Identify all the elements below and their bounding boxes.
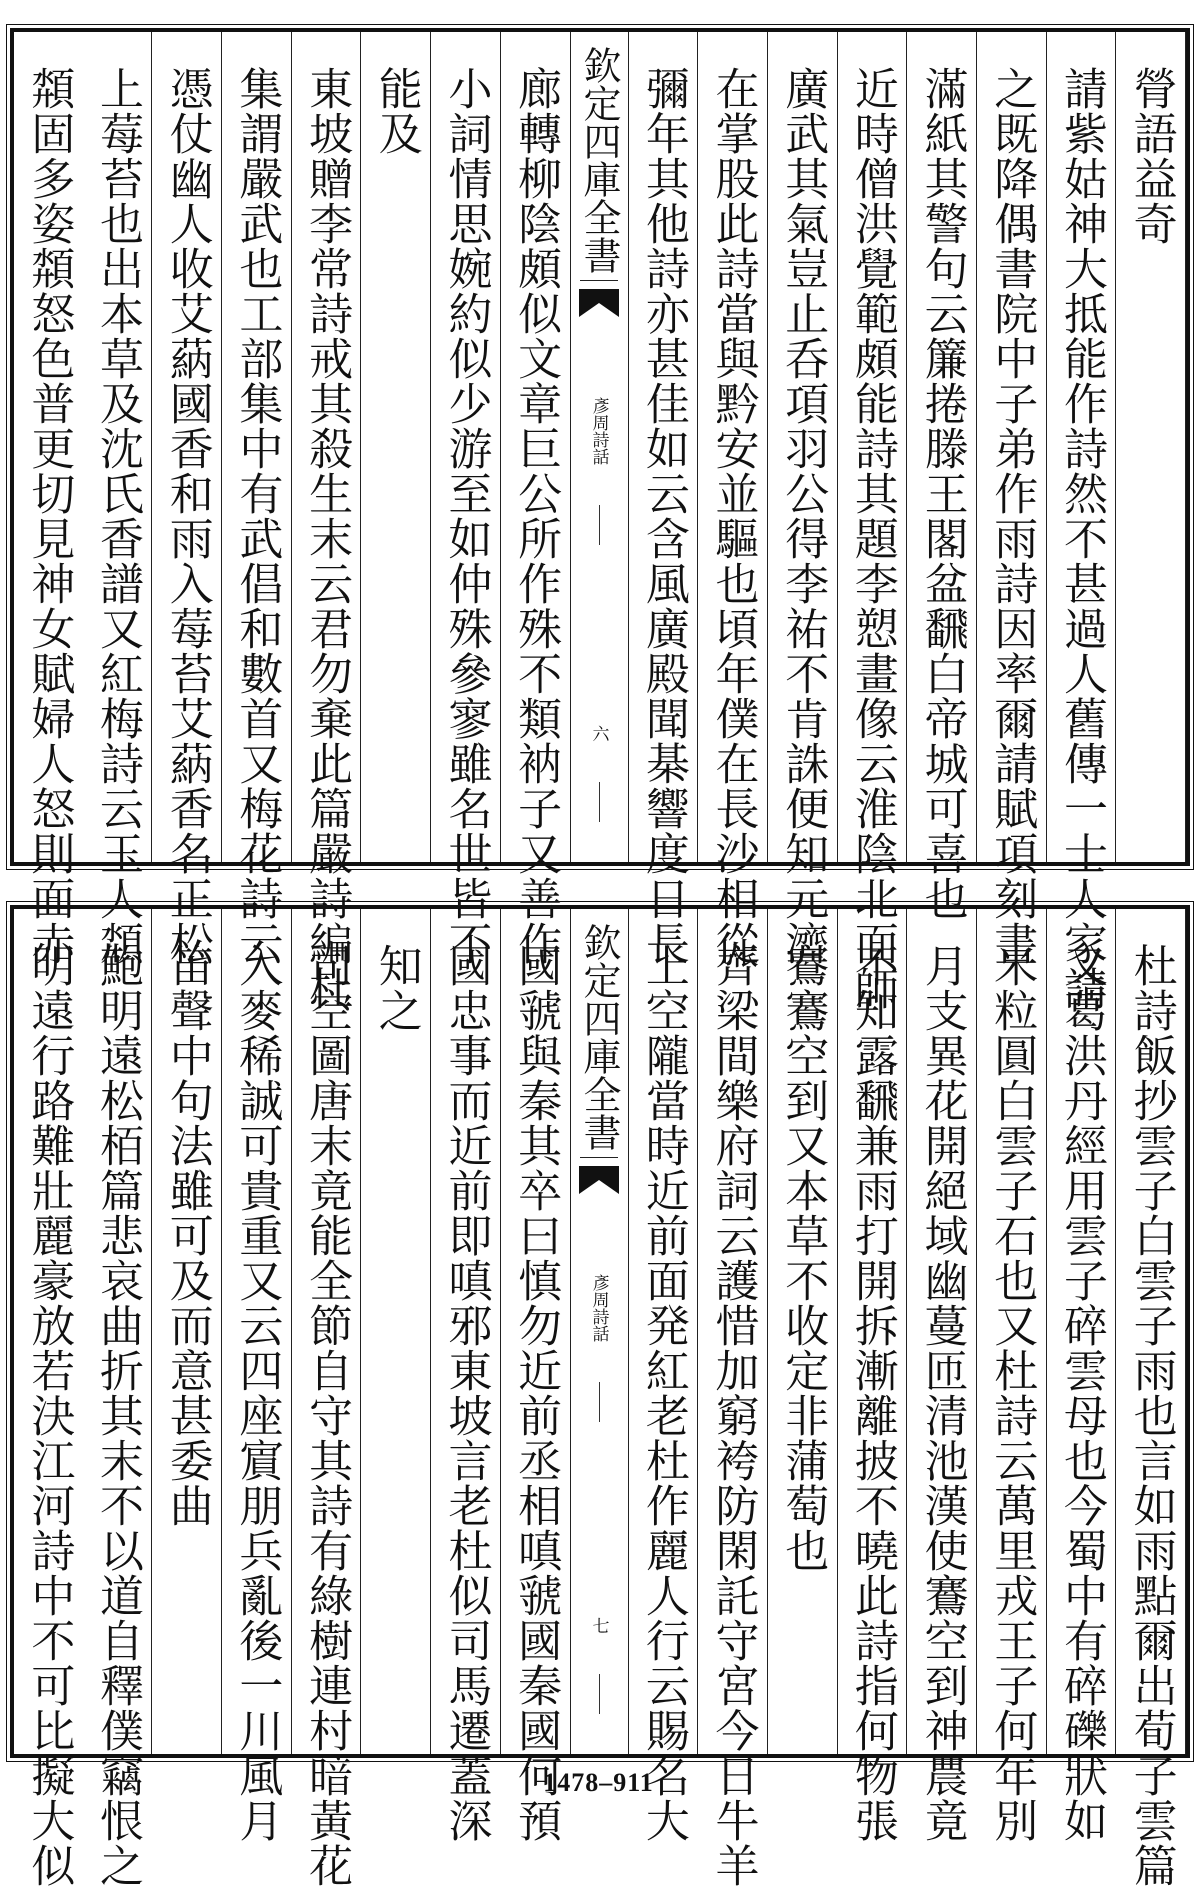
column-text: 小詞情思婉約似少游至如仲殊參寥雖名世皆不 [440, 66, 492, 966]
column-text: 司空圖唐末竟能全節自守其詩有綠樹連村暗黃花 [301, 943, 353, 1888]
margin-tick [599, 782, 600, 822]
text-column [501, 909, 571, 1843]
text-column [83, 909, 153, 1888]
column-text: 米粒圓白雲子石也又杜詩云萬里戎王子何年別 [986, 943, 1038, 1843]
column-text: 國忠事而近前即嗔邪東坡言老杜似司馬遷蓋深 [440, 943, 492, 1843]
text-column [361, 909, 431, 1754]
text-column [1047, 32, 1117, 1011]
text-column [907, 32, 977, 921]
text-column [292, 909, 362, 1888]
text-column [222, 909, 292, 1843]
column-text: 杜詩飯抄雲子白雲子雨也言如雨點爾出荀子雲篇 [1125, 943, 1177, 1888]
text-column [292, 32, 362, 1011]
column-text: 廊轉柳陰頗似文章巨公所作殊不類衲子又善作 [510, 66, 562, 966]
page-number: 七 [588, 1617, 609, 1634]
margin-tick [599, 505, 600, 545]
page-code: 1478–911 [543, 1768, 654, 1797]
column-text: 國虢與秦其卒曰慎勿近前丞相嗔虢國秦國何預 [510, 943, 562, 1843]
text-column [431, 32, 501, 966]
text-column [977, 909, 1047, 1843]
column-text: 近時僧洪覺範頗能詩其題李愬畫像云淮陰北面師 [846, 66, 898, 1011]
text-column [222, 32, 292, 966]
text-column [501, 32, 571, 966]
text-column [14, 909, 83, 1888]
text-column [977, 32, 1047, 966]
library-title: 欽定四庫全書 [580, 46, 618, 281]
column-text: 在掌股此詩當與黔安並驅也頃年僕在長沙相從 [707, 66, 759, 966]
text-column [907, 909, 977, 1843]
margin-tick [599, 1382, 600, 1422]
text-column [83, 32, 153, 966]
column-text: 滿紙其警句云簾捲滕王閣盆飜白帝城可喜也 [916, 66, 968, 921]
text-column [1047, 909, 1117, 1843]
text-column [1116, 32, 1186, 862]
column-text: 知之 [370, 943, 422, 1033]
column-text: 請紫姑神大抵能作詩然不甚過人舊傳一士人家請 [1055, 66, 1107, 1011]
text-column [838, 909, 908, 1843]
text-column [152, 909, 222, 1754]
book-title: 彥周詩話 [588, 1274, 609, 1342]
text-column [768, 909, 838, 1754]
text-column [1116, 909, 1186, 1888]
margin-tick [599, 1674, 600, 1714]
column-text: 齊梁間樂府詞云護惜加窮袴防閑託守宮今日牛羊 [707, 943, 759, 1888]
column-text: 入麥稀誠可貴重又云四座賔朋兵亂後一川風月 [231, 943, 283, 1843]
page-number: 六 [588, 725, 609, 742]
center-fold-margin [571, 32, 629, 862]
text-column [152, 32, 222, 966]
column-text: 上莓苔也出本草及沈氏香譜又紅梅詩云玉人頮 [92, 66, 144, 966]
column-text: 笛聲中句法雖可及而意甚委曲 [161, 943, 213, 1528]
text-column [698, 32, 768, 966]
column-text: 憑仗幽人收艾蒳國香和雨入莓苔艾蒳香名正松 [161, 66, 213, 966]
fishtail-mark-icon [577, 1164, 621, 1204]
column-text: 鮑明遠松栢篇悲哀曲折其末不以道自釋僕竊恨之 [92, 943, 144, 1888]
column-text: 集謂嚴武也工部集中有武倡和數首又梅花詩云 [231, 66, 283, 966]
text-column [629, 909, 699, 1843]
column-text: 廣武其氣豈止呑項羽公得李祐不肯誅便知元濟 [777, 66, 829, 966]
column-text: 又葛洪丹經用雲子碎雲母也今蜀中有碎礫狀如 [1055, 943, 1107, 1843]
text-column [768, 32, 838, 966]
text-column [629, 32, 699, 966]
center-fold-margin [571, 909, 629, 1754]
column-text: 彌年其他詩亦甚佳如云含風廣殿聞棊響度日長 [637, 66, 689, 966]
column-text: 膋語益奇 [1125, 66, 1177, 246]
column-text: 能及 [370, 66, 422, 156]
text-column [14, 32, 83, 966]
column-text: 不知露飜兼雨打開拆漸離披不曉此詩指何物張 [846, 943, 898, 1843]
column-text: 明遠行路難壯麗豪放若決江河詩中不可比擬大似 [23, 943, 75, 1888]
column-text: 東坡贈李常詩戒其殺生末云君勿棄此篇嚴詩編杜 [301, 66, 353, 1011]
text-column [838, 32, 908, 1011]
text-column [698, 909, 768, 1888]
column-text: 上空隴當時近前面発紅老杜作麗人行云賜名大 [637, 943, 689, 1843]
column-text: 月支異花開絕域幽蔓匝清池漢使鶱空到神農竟 [916, 943, 968, 1843]
fishtail-mark-icon [577, 287, 621, 327]
book-title: 彥周詩話 [588, 397, 609, 465]
column-text: 之既降偶書院中子弟作雨詩因率爾請賦項刻書 [986, 66, 1038, 966]
text-column [431, 909, 501, 1843]
library-title: 欽定四庫全書 [580, 923, 618, 1158]
column-text: 頮固多姿頮怒色普更切見神女賦婦人怒則面赤 [23, 66, 75, 966]
text-column [361, 32, 431, 862]
column-text: 鶱鶱空到又本草不收定非蒲萄也 [777, 943, 829, 1573]
